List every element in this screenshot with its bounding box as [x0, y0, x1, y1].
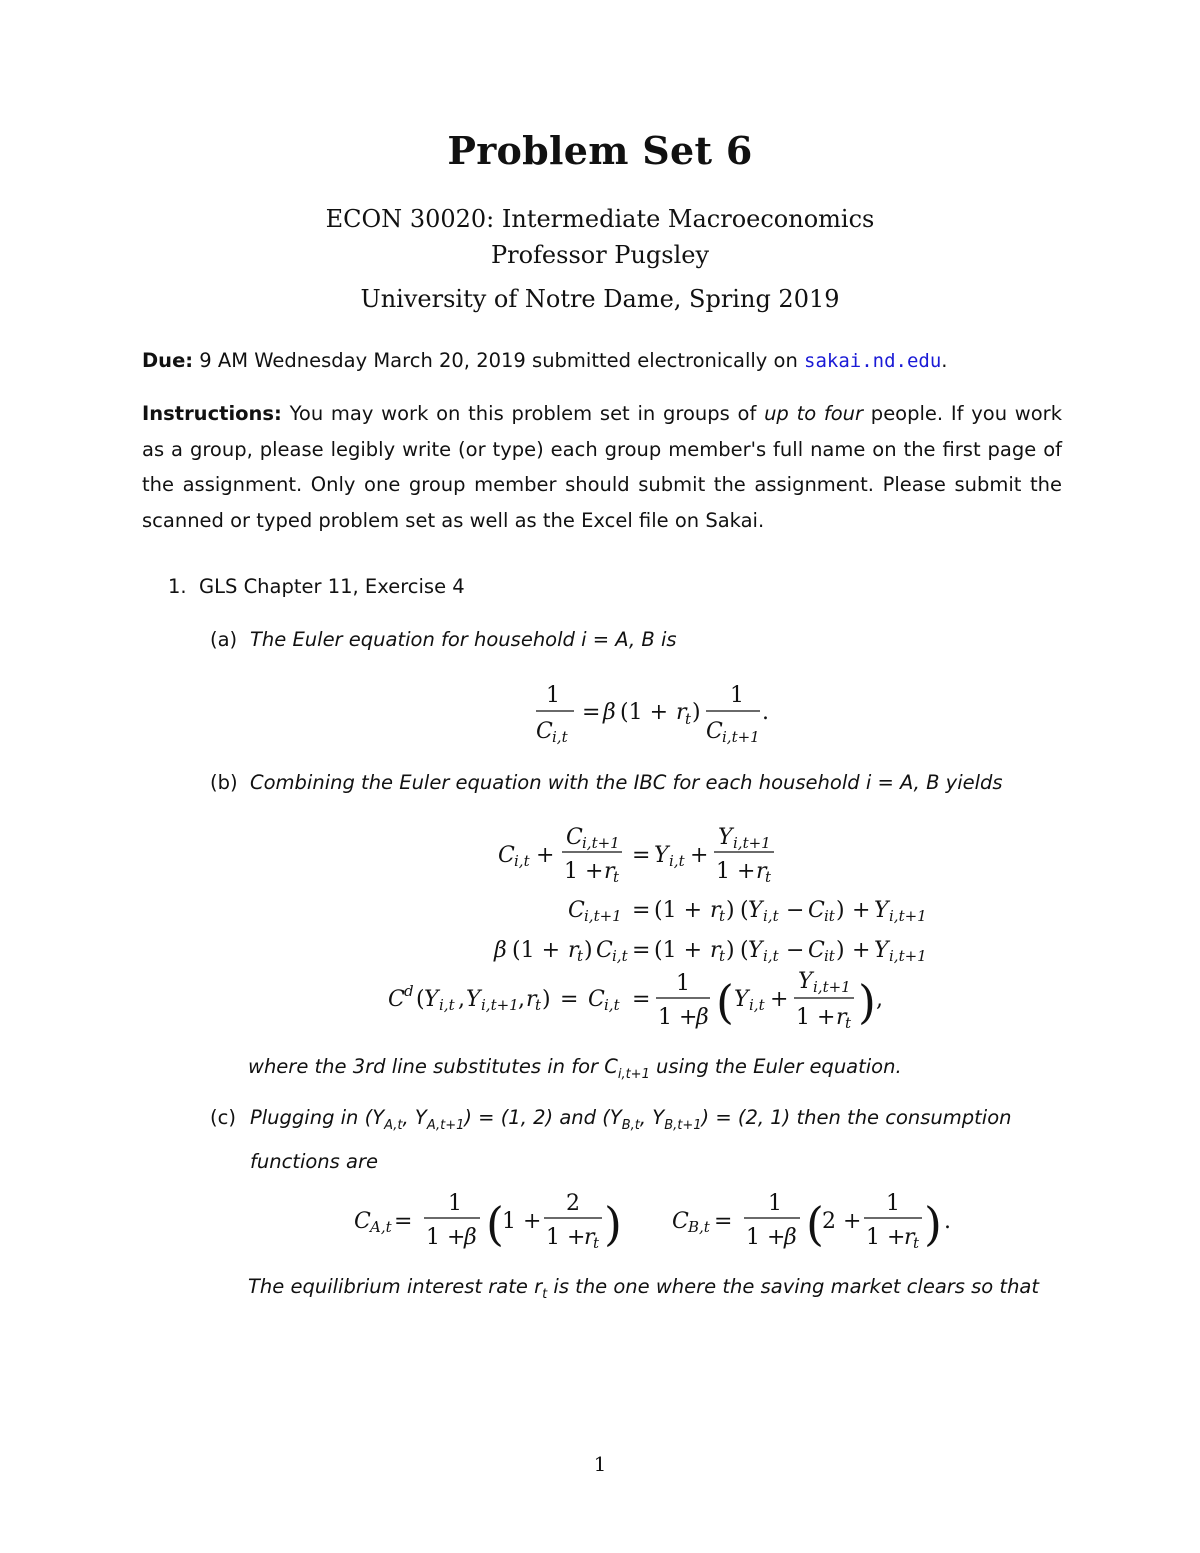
course-name: ECON 30020: Intermediate Macroeconomics	[325, 205, 875, 233]
equilibrium-text: The equilibrium interest rate $r_t$ is the one where the saving market clears so that	[248, 1275, 1040, 1302]
svg-text:r: r	[584, 1225, 595, 1250]
svg-text:+: +	[536, 843, 555, 868]
svg-text:(1 +: (1 +	[620, 700, 669, 725]
svg-text:=: =	[632, 938, 651, 963]
svg-text:+: +	[852, 938, 871, 963]
svg-text:1 +: 1 +	[746, 1225, 786, 1250]
svg-text:t: t	[765, 868, 772, 886]
svg-text:i,t+1: i,t+1	[733, 834, 771, 852]
svg-text:(: (	[806, 1197, 824, 1251]
svg-text:i,t+1: i,t+1	[481, 996, 519, 1014]
svg-text:it: it	[824, 947, 835, 965]
part-c: (c) Plugging in ($Y_{A,t}$, $Y_{A,t+1}) = (1$, 2) and ($Y_{B,t}$, $Y_{B,t+1}) = (2$, 1) then the consumption functions are	[210, 1106, 1012, 1173]
svg-text:C: C	[354, 1209, 371, 1234]
svg-text:(: (	[716, 975, 734, 1029]
svg-text:i,t+1: i,t+1	[584, 907, 622, 925]
svg-text:+: +	[690, 843, 709, 868]
svg-text:(: (	[740, 938, 749, 963]
svg-text:C: C	[568, 898, 585, 923]
svg-text:r: r	[836, 1005, 847, 1030]
svg-text:−: −	[786, 938, 805, 963]
page-title: Problem Set 6	[447, 128, 753, 173]
svg-text:Y: Y	[874, 898, 889, 923]
svg-text:r: r	[710, 898, 721, 923]
svg-text:(1 +: (1 +	[654, 898, 703, 923]
svg-text:r: r	[710, 938, 721, 963]
svg-text:,: ,	[518, 987, 525, 1012]
svg-text:Y: Y	[654, 843, 669, 868]
svg-text:i,t+1: i,t+1	[813, 978, 851, 996]
svg-text:r: r	[604, 859, 615, 884]
svg-text:): )	[692, 700, 701, 725]
svg-text:t: t	[613, 868, 620, 886]
euler-equation	[530, 678, 790, 750]
sakai-link[interactable]: sakai.nd.edu	[804, 350, 942, 372]
svg-text:i,t: i,t	[514, 852, 530, 870]
svg-text:i,t: i,t	[439, 996, 455, 1014]
page-number: 1	[593, 1452, 607, 1476]
consumption-functions	[350, 1188, 970, 1258]
svg-text:β: β	[696, 1005, 709, 1030]
svg-text:2: 2	[566, 1191, 580, 1216]
svg-text:r: r	[568, 938, 579, 963]
svg-text:): )	[924, 1197, 942, 1251]
svg-text:t: t	[535, 996, 542, 1014]
problem-1-heading: 1. GLS Chapter 11, Exercise 4	[168, 575, 465, 598]
part-b: (b) Combining the Euler equation with the IBC for each household i = A, B yields	[210, 771, 1003, 794]
svg-text:(: (	[416, 987, 425, 1012]
svg-text:=: =	[582, 700, 601, 725]
svg-text:A,t: A,t	[370, 1218, 392, 1236]
svg-text:1: 1	[886, 1191, 900, 1216]
svg-text:i,t+1: i,t+1	[889, 907, 927, 925]
svg-text:i,t+1: i,t+1	[582, 834, 620, 852]
svg-text:d: d	[404, 982, 414, 1000]
svg-text:t: t	[685, 710, 692, 728]
instructions-paragraph: Instructions: You may work on this problem set in groups of up to four people. If you work as a group, please legibly write (or type) each group member's full name on the first page of the assignment. Only one group member should submit the assignment. Please submit the scanned or typed problem set as well as the Excel file on Sakai.	[142, 402, 1062, 532]
svg-text:t: t	[719, 907, 726, 925]
svg-text:r: r	[904, 1225, 915, 1250]
svg-text:i,t: i,t	[604, 996, 620, 1014]
svg-text:1 +: 1 +	[564, 859, 604, 884]
svg-text:1 +: 1 +	[502, 1209, 542, 1234]
svg-text:i,t: i,t	[749, 996, 765, 1014]
svg-text:=: =	[632, 843, 651, 868]
svg-text:=: =	[632, 987, 651, 1012]
svg-text:i,t: i,t	[763, 907, 779, 925]
svg-text:Y: Y	[466, 987, 481, 1012]
svg-text:1: 1	[768, 1191, 782, 1216]
due-label: Due:	[142, 349, 194, 372]
svg-text:.: .	[944, 1209, 951, 1234]
svg-text:C: C	[808, 898, 825, 923]
svg-text:C: C	[536, 719, 553, 744]
svg-text:Y: Y	[748, 898, 763, 923]
svg-text:Y: Y	[424, 987, 439, 1012]
svg-text:.: .	[762, 700, 769, 725]
svg-text:i,t: i,t	[763, 947, 779, 965]
svg-text:,: ,	[458, 987, 465, 1012]
part-a: (a) The Euler equation for household i = A, B is	[210, 628, 677, 651]
svg-text:+: +	[852, 898, 871, 923]
svg-text:1: 1	[546, 683, 560, 708]
svg-text:1 +: 1 +	[546, 1225, 586, 1250]
svg-text:=: =	[714, 1209, 733, 1234]
svg-text:1 +: 1 +	[866, 1225, 906, 1250]
svg-text:β: β	[494, 938, 507, 963]
svg-text:1 +: 1 +	[796, 1005, 836, 1030]
svg-text:): )	[726, 938, 735, 963]
svg-text:C: C	[596, 938, 613, 963]
svg-text:C: C	[498, 843, 515, 868]
svg-text:): )	[584, 938, 593, 963]
svg-text:=: =	[394, 1209, 413, 1234]
svg-text:i,t+1: i,t+1	[889, 947, 927, 965]
svg-text:r: r	[676, 700, 687, 725]
svg-text:): )	[604, 1197, 622, 1251]
svg-text:(: (	[740, 898, 749, 923]
part-b-note: where the 3rd line substitutes in for $C_{i,t+1}$ using the Euler equation.	[248, 1055, 902, 1082]
svg-text:i,t: i,t	[612, 947, 628, 965]
svg-text:C: C	[706, 719, 723, 744]
svg-text:t: t	[845, 1014, 852, 1032]
due-text: 9 AM Wednesday March 20, 2019 submitted electronically on	[193, 349, 805, 372]
svg-text:Y: Y	[734, 987, 749, 1012]
svg-text:1: 1	[448, 1191, 462, 1216]
svg-text:C: C	[672, 1209, 689, 1234]
svg-text:1 +: 1 +	[658, 1005, 698, 1030]
svg-text:): )	[836, 938, 845, 963]
svg-text:): )	[726, 898, 735, 923]
svg-text:1 +: 1 +	[426, 1225, 466, 1250]
svg-text:β: β	[464, 1225, 477, 1250]
svg-text:): )	[542, 987, 551, 1012]
svg-text:i,t+1: i,t+1	[722, 728, 760, 746]
svg-text:(1 +: (1 +	[512, 938, 561, 963]
svg-text:Y: Y	[798, 969, 813, 994]
svg-text:Y: Y	[874, 938, 889, 963]
svg-text:it: it	[824, 907, 835, 925]
svg-text:=: =	[632, 898, 651, 923]
svg-text:t: t	[719, 947, 726, 965]
svg-text:t: t	[913, 1234, 920, 1252]
svg-text:1: 1	[730, 683, 744, 708]
svg-text:1 +: 1 +	[716, 859, 756, 884]
svg-text:B,t: B,t	[688, 1218, 710, 1236]
svg-text:2 +: 2 +	[822, 1209, 862, 1234]
svg-text:=: =	[560, 987, 579, 1012]
svg-text:C: C	[388, 987, 405, 1012]
svg-text:C: C	[588, 987, 605, 1012]
due-line: Due: 9 AM Wednesday March 20, 2019 submitted electronically on sakai.nd.edu.	[142, 349, 948, 372]
svg-text:+: +	[770, 987, 789, 1012]
svg-text:): )	[836, 898, 845, 923]
svg-text:(1 +: (1 +	[654, 938, 703, 963]
svg-text:,: ,	[876, 987, 883, 1012]
svg-text:β: β	[784, 1225, 797, 1250]
svg-text:β: β	[603, 700, 616, 725]
svg-text:t: t	[593, 1234, 600, 1252]
svg-text:r: r	[526, 987, 537, 1012]
svg-text:r: r	[756, 859, 767, 884]
svg-text:(: (	[486, 1197, 504, 1251]
svg-text:1: 1	[676, 971, 690, 996]
professor-name: Professor Pugsley	[490, 241, 710, 269]
svg-text:i,t: i,t	[669, 852, 685, 870]
institution-term: University of Notre Dame, Spring 2019	[360, 285, 840, 313]
svg-text:C: C	[808, 938, 825, 963]
svg-text:t: t	[577, 947, 584, 965]
svg-text:Y: Y	[748, 938, 763, 963]
svg-text:C: C	[566, 825, 583, 850]
consumption-derivation	[380, 820, 940, 1040]
emphasis-text: up to four	[764, 402, 864, 425]
svg-text:Y: Y	[718, 825, 733, 850]
instructions-label: Instructions:	[142, 402, 282, 425]
svg-text:−: −	[786, 898, 805, 923]
svg-text:): )	[858, 975, 876, 1029]
svg-text:i,t: i,t	[552, 728, 568, 746]
